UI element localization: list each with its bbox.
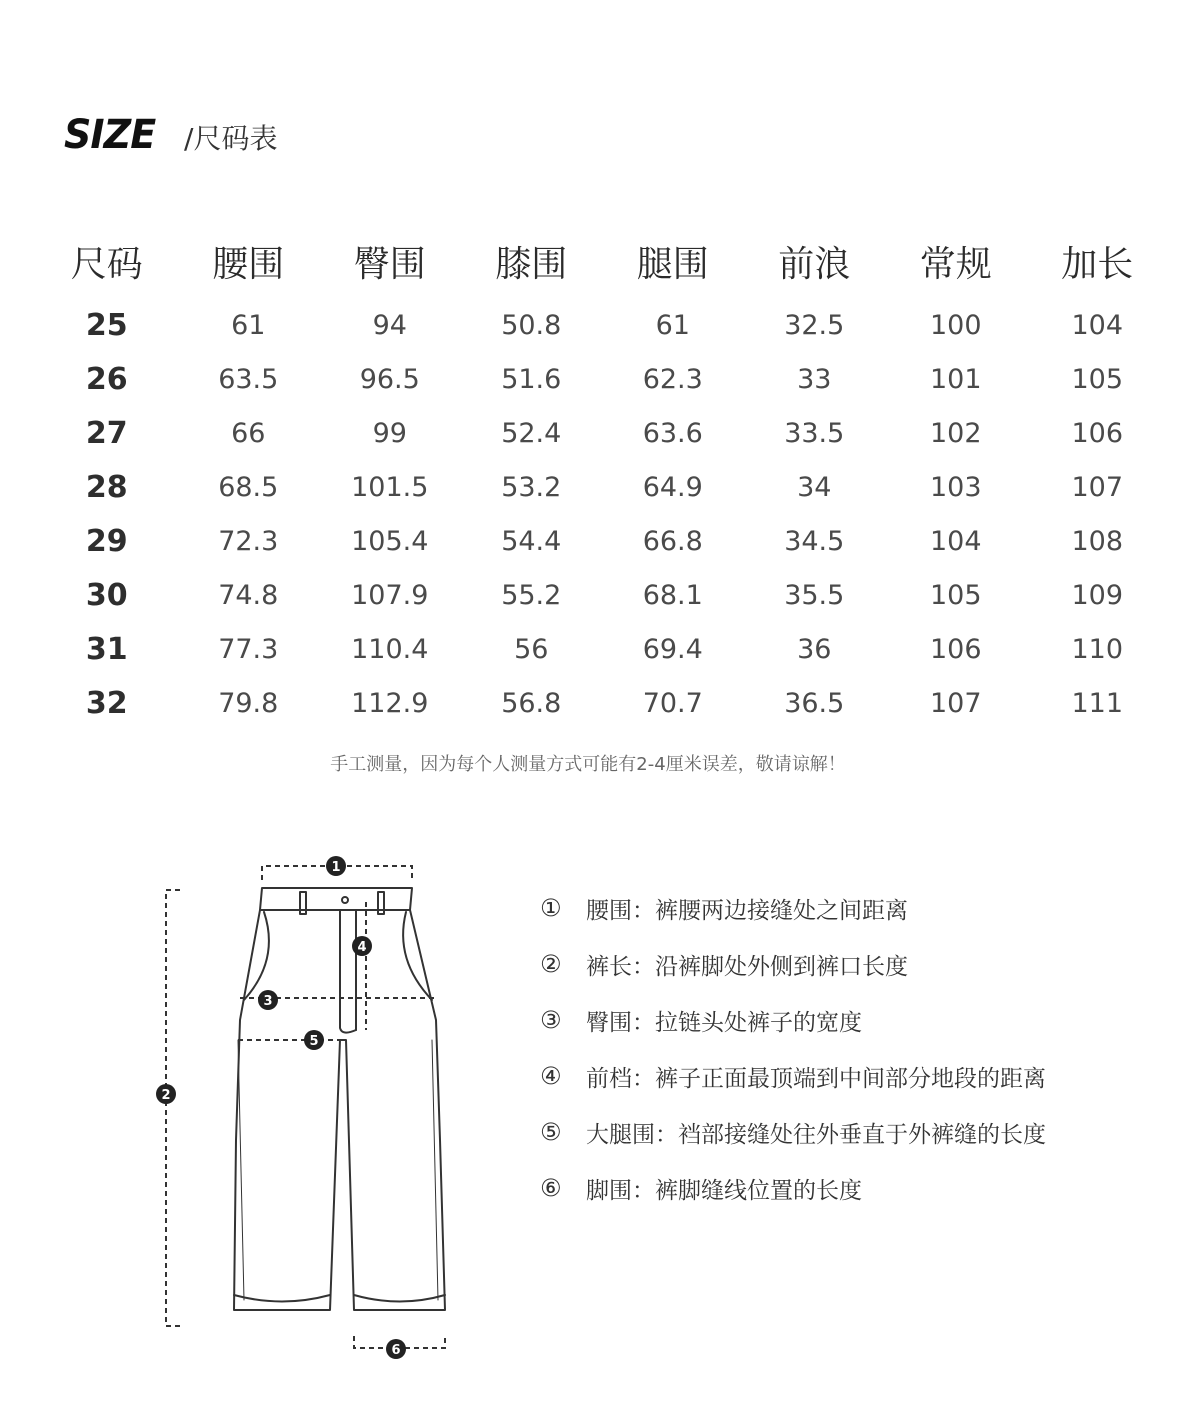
- table-row: [36, 352, 1168, 406]
- measurement-cell: 50.8: [501, 309, 562, 341]
- measurement-cell: 66.8: [642, 525, 703, 557]
- size-cell: 32: [85, 685, 128, 721]
- marker-2: [156, 1084, 176, 1104]
- measurement-cell: 36.5: [784, 687, 845, 719]
- page-title: [64, 112, 277, 158]
- measurement-cell: 110.4: [351, 633, 429, 665]
- size-cell: 29: [85, 523, 128, 559]
- measurement-cell: 109: [1071, 579, 1124, 611]
- header-long-length: 加长: [1061, 243, 1134, 285]
- fly-stitch: [340, 910, 356, 1033]
- measurement-cell: 56: [514, 633, 549, 665]
- measurement-cell: 105.4: [351, 525, 429, 557]
- measurement-cell: 96.5: [359, 363, 420, 395]
- measurement-cell: 111: [1071, 687, 1124, 719]
- measurement-legend: [540, 880, 1046, 1216]
- title-main: SIZE: [64, 112, 156, 158]
- svg-text:3: 3: [263, 994, 273, 1009]
- measurement-cell: 99: [372, 417, 407, 449]
- svg-text:1: 1: [331, 860, 341, 875]
- size-cell: 26: [85, 361, 128, 397]
- header-size: 尺码: [70, 243, 143, 285]
- measurement-cell: 74.8: [218, 579, 279, 611]
- size-cell: 31: [85, 631, 128, 667]
- legend-number: ①: [540, 894, 562, 922]
- marker-5: [304, 1030, 324, 1050]
- measurement-cell: 32.5: [784, 309, 845, 341]
- measurement-cell: 110: [1071, 633, 1124, 665]
- header-knee: 膝围: [495, 243, 568, 285]
- measurement-cell: 52.4: [501, 417, 562, 449]
- table-row: [36, 298, 1168, 352]
- measurement-cell: 72.3: [218, 525, 279, 557]
- header-front-rise: 前浪: [778, 243, 851, 285]
- measurement-cell: 105: [929, 579, 982, 611]
- measurement-cell: 54.4: [501, 525, 562, 557]
- header-regular-length: 常规: [919, 243, 992, 285]
- table-row: [36, 568, 1168, 622]
- measurement-cell: 53.2: [501, 471, 562, 503]
- measurement-cell: 35.5: [784, 579, 845, 611]
- measurement-cell: 101.5: [351, 471, 429, 503]
- size-cell: 25: [85, 307, 128, 343]
- measurement-cell: 61: [231, 309, 266, 341]
- svg-text:4: 4: [357, 940, 367, 955]
- measurement-cell: 33.5: [784, 417, 845, 449]
- legend-number: ②: [540, 950, 562, 978]
- measurement-cell: 108: [1071, 525, 1124, 557]
- measurement-cell: 64.9: [642, 471, 703, 503]
- length-measure-line: [166, 890, 180, 1326]
- marker-4: [352, 936, 372, 956]
- legend-number: ④: [540, 1062, 562, 1090]
- measurement-cell: 104: [929, 525, 982, 557]
- size-cell: 30: [85, 577, 128, 613]
- measurement-cell: 100: [929, 309, 982, 341]
- measurement-cell: 107: [1071, 471, 1124, 503]
- measurement-cell: 62.3: [642, 363, 703, 395]
- legend-item-waist: [540, 880, 1046, 936]
- measurement-cell: 77.3: [218, 633, 279, 665]
- measurement-cell: 101: [929, 363, 982, 395]
- title-sub: /尺码表: [184, 122, 278, 155]
- measurement-cell: 106: [1071, 417, 1124, 449]
- size-table: [36, 232, 1168, 730]
- legend-number: ③: [540, 1006, 562, 1034]
- measurement-cell: 51.6: [501, 363, 562, 395]
- header-thigh: 腿围: [636, 243, 709, 285]
- measurement-cell: 106: [929, 633, 982, 665]
- pants-waistband: [260, 888, 412, 910]
- legend-text: 臀围：拉链头处裤子的宽度: [586, 1009, 862, 1036]
- measurement-cell: 66: [231, 417, 266, 449]
- legend-item-length: [540, 936, 1046, 992]
- legend-item-thigh: [540, 1104, 1046, 1160]
- legend-text: 脚围：裤脚缝线位置的长度: [586, 1177, 862, 1204]
- measurement-cell: 104: [1071, 309, 1124, 341]
- svg-text:2: 2: [161, 1088, 171, 1103]
- measurement-cell: 105: [1071, 363, 1124, 395]
- measurement-cell: 55.2: [501, 579, 562, 611]
- measurement-cell: 79.8: [218, 687, 279, 719]
- measurement-cell: 61: [655, 309, 690, 341]
- legend-text: 大腿围：裆部接缝处往外垂直于外裤缝的长度: [586, 1121, 1046, 1148]
- table-row: [36, 406, 1168, 460]
- table-row: [36, 622, 1168, 676]
- pants-diagram: [140, 840, 470, 1370]
- table-row: [36, 676, 1168, 730]
- measurement-cell: 56.8: [501, 687, 562, 719]
- measurement-cell: 69.4: [642, 633, 703, 665]
- table-row: [36, 514, 1168, 568]
- legend-text: 裤长：沿裤脚处外侧到裤口长度: [586, 953, 908, 980]
- table-header-row: [36, 232, 1168, 298]
- legend-item-front-rise: [540, 1048, 1046, 1104]
- measurement-cell: 63.5: [218, 363, 279, 395]
- marker-1: [326, 856, 346, 876]
- table-row: [36, 460, 1168, 514]
- size-cell: 28: [85, 469, 128, 505]
- measurement-cell: 34.5: [784, 525, 845, 557]
- measurement-cell: 112.9: [351, 687, 429, 719]
- measurement-cell: 34: [797, 471, 832, 503]
- header-waist: 腰围: [212, 243, 285, 285]
- legend-item-leg-opening: [540, 1160, 1046, 1216]
- measurement-cell: 33: [797, 363, 832, 395]
- marker-6: [386, 1339, 406, 1359]
- measurement-cell: 107.9: [351, 579, 429, 611]
- measurement-cell: 103: [929, 471, 982, 503]
- marker-3: [258, 990, 278, 1010]
- legend-number: ⑤: [540, 1118, 562, 1146]
- measurement-cell: 107: [929, 687, 982, 719]
- svg-text:5: 5: [309, 1034, 319, 1049]
- measurement-cell: 94: [372, 309, 407, 341]
- measurement-cell: 63.6: [642, 417, 703, 449]
- svg-text:6: 6: [391, 1343, 401, 1358]
- measurement-cell: 102: [929, 417, 982, 449]
- legend-item-hip: [540, 992, 1046, 1048]
- measurement-cell: 36: [797, 633, 832, 665]
- measurement-cell: 70.7: [642, 687, 703, 719]
- legend-text: 腰围：裤腰两边接缝处之间距离: [586, 897, 908, 924]
- measurement-cell: 68.1: [642, 579, 703, 611]
- measurement-note: 手工测量，因为每个人测量方式可能有2-4厘米误差，敬请谅解！: [330, 754, 846, 775]
- size-cell: 27: [85, 415, 128, 451]
- legend-number: ⑥: [540, 1174, 562, 1202]
- legend-text: 前档：裤子正面最顶端到中间部分地段的距离: [586, 1065, 1046, 1092]
- measurement-cell: 68.5: [218, 471, 279, 503]
- header-hip: 臀围: [353, 243, 426, 285]
